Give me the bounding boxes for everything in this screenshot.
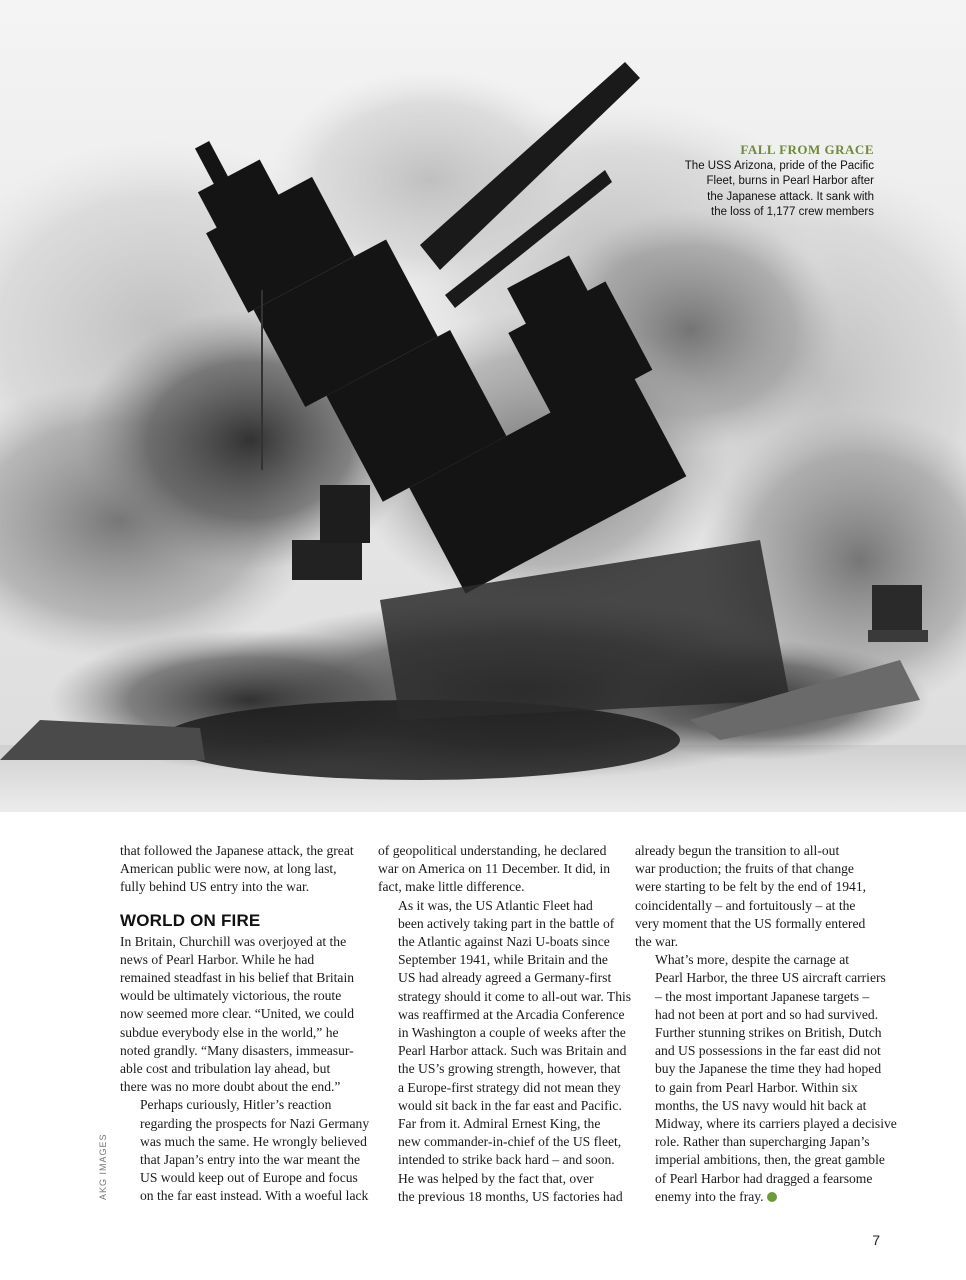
text-line: remained steadfast in his belief that Britain: [120, 970, 355, 986]
text-line: enemy into the fray.: [655, 1188, 764, 1204]
text-line: in Washington a couple of weeks after the: [398, 1025, 626, 1041]
photo-credit: AKG IMAGES: [98, 1133, 108, 1200]
text-line: fully behind US entry into the war.: [120, 879, 310, 895]
text-line: Far from it. Admiral Ernest King, the: [398, 1116, 601, 1132]
page-number: 7: [872, 1232, 880, 1248]
text-line: was reaffirmed at the Arcadia Conference: [398, 1006, 625, 1022]
text-line: Midway, where its carriers played a decisive: [655, 1116, 897, 1132]
text-column-2: [378, 842, 632, 1206]
text-line: He was helped by the fact that, over: [398, 1170, 594, 1186]
text-line: been actively taking part in the battle of: [398, 915, 615, 931]
text-line: buy the Japanese the time they had hoped: [655, 1061, 882, 1077]
text-line: regarding the prospects for Nazi Germany: [140, 1115, 370, 1131]
text-line: were starting to be felt by the end of 1941,: [635, 879, 867, 895]
text-line: war on America on 11 December. It did, in: [378, 861, 611, 877]
text-line: able cost and tribulation lay ahead, but: [120, 1061, 331, 1077]
caption-line: the Japanese attack. It sank with: [707, 190, 874, 203]
photo-caption: [644, 142, 874, 221]
text-line: and US possessions in the far east did not: [655, 1043, 881, 1059]
end-of-article-icon: [767, 1192, 777, 1202]
text-line: September 1941, while Britain and the: [398, 952, 608, 968]
text-line: intended to strike back hard – and soon.: [398, 1152, 615, 1168]
paragraph: [120, 842, 360, 897]
text-line: As it was, the US Atlantic Fleet had: [398, 897, 593, 913]
text-line: the war.: [635, 934, 679, 950]
text-line: noted grandly. “Many disasters, immeasur-: [120, 1042, 354, 1058]
caption-title: FALL FROM GRACE: [740, 142, 874, 157]
paragraph: [120, 933, 360, 1097]
text-line: the US’s growing strength, however, that: [398, 1061, 621, 1077]
paragraph: [378, 897, 632, 1170]
section-heading: WORLD ON FIRE: [120, 910, 261, 930]
text-line: of geopolitical understanding, he declared: [378, 843, 607, 858]
text-line: US had already agreed a Germany-first: [398, 970, 612, 986]
text-line: that Japan’s entry into the war meant the: [140, 1152, 361, 1168]
text-line: strategy should it come to all-out war. This: [398, 988, 632, 1004]
caption-line: The USS Arizona, pride of the Pacific: [684, 159, 874, 172]
text-line: subdue everybody else in the world,” he: [120, 1024, 339, 1040]
text-line: American public were now, at long last,: [120, 861, 337, 877]
text-line: was much the same. He wrongly believed: [140, 1133, 367, 1149]
text-line: news of Pearl Harbor. While he had: [120, 951, 315, 967]
text-line: Pearl Harbor attack. Such was Britain and: [398, 1043, 627, 1059]
text-line: – the most important Japanese targets –: [655, 988, 870, 1004]
caption-line: Fleet, burns in Pearl Harbor after: [706, 175, 874, 187]
text-line: that followed the Japanese attack, the great: [120, 843, 354, 858]
text-line: role. Rather than supercharging Japan’s: [655, 1134, 870, 1150]
text-line: of Pearl Harbor had dragged a fearsome: [655, 1170, 873, 1186]
text-line: would be ultimately victorious, the route: [120, 988, 342, 1004]
text-line: there was no more doubt about the end.”: [120, 1079, 341, 1095]
text-line: war production; the fruits of that change: [635, 861, 854, 877]
text-line: new commander-in-chief of the US fleet,: [398, 1134, 622, 1150]
text-line: had not been at port and so had survived.: [655, 1006, 879, 1022]
text-line: US would keep out of Europe and focus: [140, 1170, 358, 1186]
text-line: to gain from Pearl Harbor. Within six: [655, 1079, 858, 1095]
text-line: would sit back in the far east and Pacific.: [398, 1097, 622, 1113]
paragraph: [378, 842, 618, 897]
text-line: the previous 18 months, US factories had: [398, 1188, 623, 1204]
text-line: months, the US navy would hit back at: [655, 1097, 867, 1113]
text-line: on the far east instead. With a woeful lack: [140, 1188, 369, 1204]
text-line: coincidentally – and fortuitously – at the: [635, 897, 856, 913]
text-line: the Atlantic against Nazi U-boats since: [398, 934, 610, 950]
text-line: a Europe-first strategy did not mean they: [398, 1079, 621, 1095]
text-line: What’s more, despite the carnage at: [655, 952, 850, 968]
text-line: now seemed more clear. “United, we could: [120, 1006, 355, 1022]
text-line: Perhaps curiously, Hitler’s reaction: [140, 1097, 332, 1113]
text-line: imperial ambitions, then, the great gamble: [655, 1152, 885, 1168]
text-line: Pearl Harbor, the three US aircraft carriers: [655, 970, 886, 986]
paragraph: [378, 1170, 623, 1206]
text-line: already begun the transition to all-out: [635, 843, 840, 858]
text-column-3: [635, 842, 897, 1206]
text-column-1: [120, 842, 370, 1206]
text-line: Further stunning strikes on British, Dutch: [655, 1025, 882, 1041]
text-line: In Britain, Churchill was overjoyed at the: [120, 933, 347, 949]
paragraph: [635, 951, 897, 1206]
paragraph: [120, 1096, 370, 1205]
text-line: fact, make little difference.: [378, 879, 525, 895]
caption-line: the loss of 1,177 crew members: [711, 206, 874, 218]
text-line: very moment that the US formally entered: [635, 915, 866, 931]
paragraph: [635, 842, 875, 951]
last-text-line: [635, 1188, 875, 1206]
